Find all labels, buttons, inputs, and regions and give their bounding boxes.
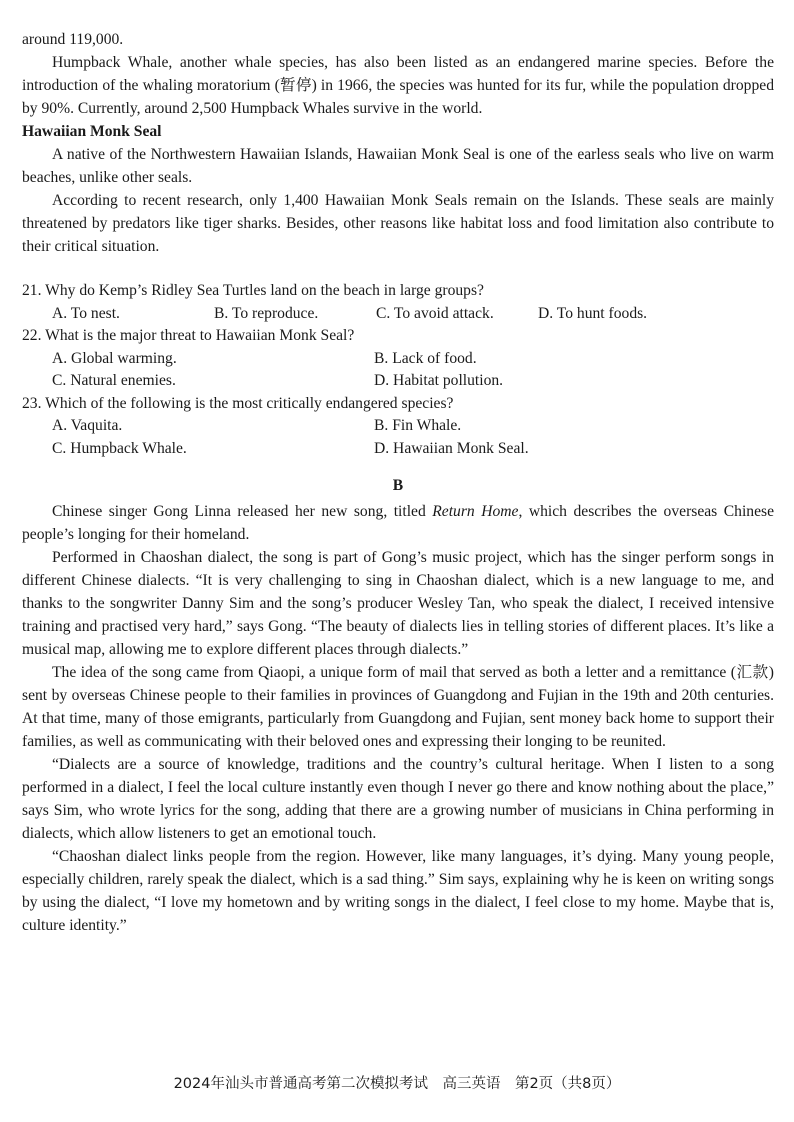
spacer [22,258,774,280]
question-22 [22,325,774,393]
p1-text-before: Chinese singer Gong Linna released her new song, titled [52,503,433,520]
option-a: A. To nest. [52,304,120,322]
option-list [22,415,774,460]
passage-a-humpback-paragraph: Humpback Whale, another whale species, has also been listed as an endangered marine species. Before the introduction of the whaling moratorium (暂停) in 1966, the species was hunted for its fur, while the population dropped by 90%. Currently, around 2,500 Humpback Whales survive in the world. [22,54,774,117]
monk-seal-heading: Hawaiian Monk Seal [22,123,162,140]
passage-b-paragraph-1 [22,500,774,546]
question-stem: 21. Why do Kemp’s Ridley Sea Turtles land on the beach in large groups? [22,282,484,299]
passage-b-paragraph-4: “Dialects are a source of knowledge, traditions and the country’s cultural heritage. When I listen to a song performed in a dialect, I feel the local culture instantly even though I never go there and know nothing about the place,” says Sim, who wrote lyrics for the song, adding that there are a growing number of musicians in China performing in dialects, which allow listeners to get an emotional touch. [22,756,774,842]
option-d: D. Habitat pollution. [374,372,504,389]
option-b: B. To reproduce. [214,304,319,322]
section-b-label: B [392,477,404,494]
question-23 [22,393,774,461]
option-c: C. To avoid attack. [376,304,494,322]
option-d: D. To hunt foods. [538,304,648,322]
question-21 [22,280,774,325]
option-d: D. Hawaiian Monk Seal. [374,439,529,457]
option-b: B. Fin Whale. [374,417,462,434]
song-title: Return Home [432,503,519,520]
passage-a-monk-seal-paragraph-2: According to recent research, only 1,400 Hawaiian Monk Seals remain on the Islands. These seals are mainly threatened by predators like tiger sharks. Besides, other reasons like habitat loss and food limitation also contribute to their critical situation. [22,192,774,255]
exam-page [22,28,774,937]
passage-b-paragraph-5: “Chaoshan dialect links people from the region. However, like many languages, it’s dying. Many young people, especially children, rarely speak the dialect, which is a sad thing.” Sim says, explaining why he is keen on writing songs by using the dialect, “I love my hometown and by writing songs in the dialect, I feel close to my home. Maybe that is, culture identity.” [22,848,774,934]
option-c: C. Humpback Whale. [52,439,187,457]
option-list [22,303,774,326]
page-footer: 2024年汕头市普通高考第二次模拟考试 高三英语 第2页（共8页） [173,1076,621,1092]
option-c: C. Natural enemies. [52,372,176,389]
question-stem: 23. Which of the following is the most critically endangered species? [22,394,454,412]
question-stem: 22. What is the major threat to Hawaiian Monk Seal? [22,327,355,344]
passage-b-paragraph-3: The idea of the song came from Qiaopi, a unique form of mail that served as both a letter and a remittance (汇款) sent by overseas Chinese people to their families in provinces of Guangdong and Fujian in the 19th and 20th centuries. At that time, many of those emigrants, particularly from Guangdong and Fujian, sent money back home to support their families, as well as communicating with their beloved ones and expressing their longing to be reunited. [22,664,774,750]
option-a: A. Global warming. [52,349,177,367]
option-list [22,348,774,393]
option-a: A. Vaquita. [52,417,123,434]
passage-b-paragraph-2: Performed in Chaoshan dialect, the song is part of Gong’s music project, which has the singer perform songs in different Chinese dialects. “It is very challenging to sing in Chaoshan dialect, which is a new language to me, and thanks to the songwriter Danny Sim and the song’s producer Wesley Tan, who speak the dialect, I received intensive training and practised very hard,” says Gong. “The beauty of dialects lies in telling stories of different places. It’s like a musical map, allowing me to explore different places through dialects.” [22,549,774,658]
passage-a-monk-seal-paragraph-1: A native of the Northwestern Hawaiian Islands, Hawaiian Monk Seal is one of the earless seals who live on warm beaches, unlike other seals. [22,146,774,186]
option-b: B. Lack of food. [374,349,477,367]
passage-a-fragment: around 119,000. [22,31,124,48]
p1-text-after: , which describes the overseas Chinese people’s longing for their homeland. [22,503,774,543]
